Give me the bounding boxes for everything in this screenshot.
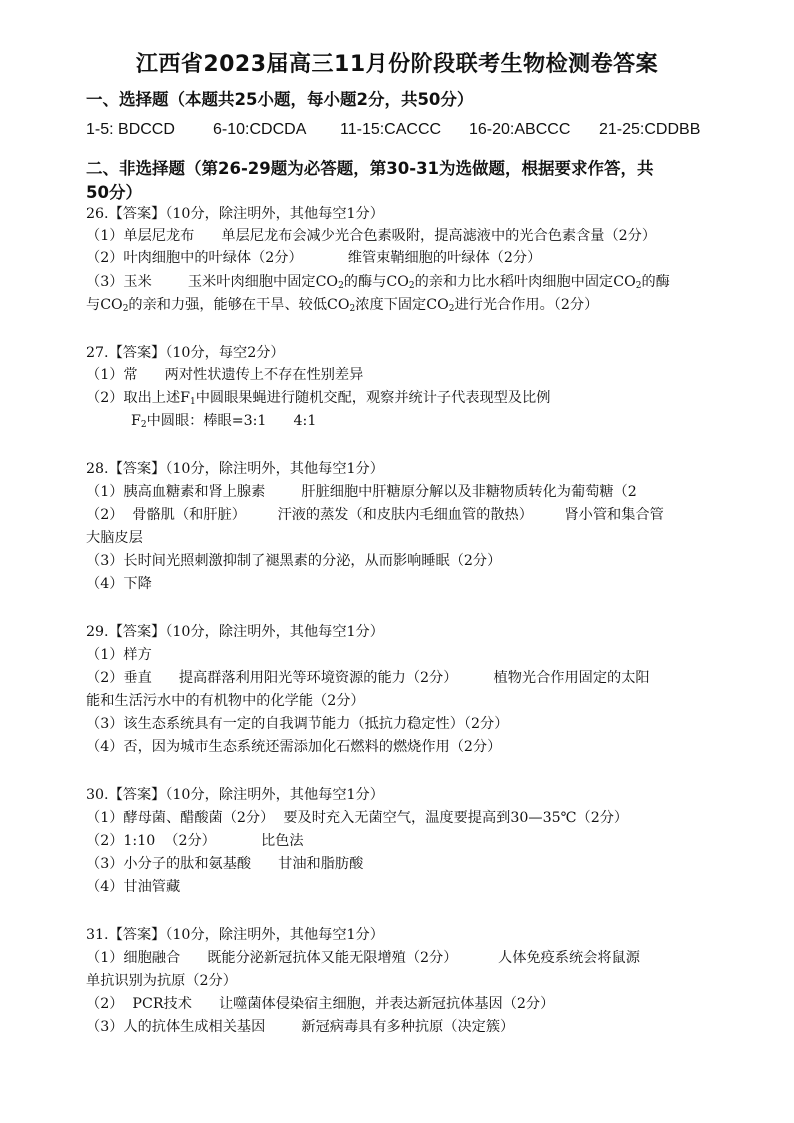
q28-part2-cont: 大脑皮层 (86, 530, 143, 546)
q30-part1 (86, 807, 716, 829)
q28-part1 (86, 481, 716, 503)
section1-heading: 一、选择题（本题共25小题，每小题2分，共50分） (86, 90, 474, 109)
q26-p3-text-g: 浓度下固定CO (355, 297, 449, 313)
q29-part2 (86, 667, 716, 689)
subscript-2: 2 (349, 304, 356, 314)
q29-part1: （1）样方 (86, 647, 152, 663)
subscript-2: 2 (140, 420, 147, 430)
q26-p3-text-h: 进行光合作用。（2分） (454, 297, 599, 313)
q29-part3: （3）该生态系统具有一定的自我调节能力（抵抗力稳定性）（2分） (86, 716, 509, 732)
q31-p1-answer-a: （1）细胞融合 (86, 950, 181, 966)
q30-part3 (86, 853, 716, 875)
q27-part3 (131, 410, 716, 436)
q28-p2-answer-a: （2） 骨骼肌（和肝脏） (86, 507, 246, 523)
q27-p1-answer: （1）常 (86, 367, 138, 383)
q27-part1 (86, 364, 716, 386)
q28-part4: （4）下降 (86, 576, 152, 592)
q28-header: 28.【答案】（10分，除注明外，其他每空1分） (86, 461, 384, 477)
q30-p2-answer-b: 比色法 (260, 833, 304, 849)
q29-p2-answer-a: （2）垂直 (86, 670, 152, 686)
q30-p1-answer: （1）酵母菌、醋酸菌（2分） (86, 810, 275, 826)
q28-p2-answer-c: 肾小管和集合管 (564, 507, 664, 523)
mc-answer-21-25: 21-25:CDDBB (599, 121, 701, 138)
q26-part3-cont (86, 294, 716, 320)
q26-p3-text-d: 的酶 (641, 274, 670, 290)
q29-part2-cont: 能和生活污水中的有机物中的化学能（2分） (86, 693, 365, 709)
q28-p1-answer: （1）胰高血糖素和肾上腺素 (86, 484, 266, 500)
q26-p3-text-a: 玉米叶肉细胞中固定CO (187, 274, 339, 290)
q26-p3-text-b: 的酶与CO (343, 274, 409, 290)
q31-header: 31.【答案】（10分，除注明外，其他每空1分） (86, 927, 384, 943)
q26-header: 26.【答案】（10分，除注明外，其他每空1分） (86, 206, 384, 222)
q30-header: 30.【答案】（10分，除注明外，其他每空1分） (86, 787, 384, 803)
subscript-2: 2 (338, 281, 344, 291)
q31-p1-answer-b: 既能分泌新冠抗体又能无限增殖（2分） (207, 950, 458, 966)
q29-header: 29.【答案】（10分，除注明外，其他每空1分） (86, 624, 384, 640)
q26-p3-text-e: 与CO (86, 297, 123, 313)
q26-part1 (86, 225, 716, 247)
q31-part3 (86, 1016, 716, 1038)
mc-answer-row (86, 121, 716, 143)
q26-p1-answer: （1）单层尼龙布 (86, 228, 195, 244)
subscript-2: 2 (448, 304, 455, 314)
subscript-2: 2 (122, 304, 129, 314)
q31-part1 (86, 947, 716, 969)
subscript-2: 2 (635, 281, 642, 291)
q30-p2-answer-a: （2）1:10 （2分） (86, 833, 216, 849)
q30-p1-reason: 要及时充入无菌空气，温度要提高到30—35℃（2分） (283, 810, 629, 826)
mc-answer-6-10: 6-10:CDCDA (213, 121, 307, 138)
q30-p3-answer-a: （3）小分子的肽和氨基酸 (86, 856, 252, 872)
q28-part2 (86, 504, 716, 526)
section2-heading-line2: 50分） (86, 183, 142, 202)
q26-part2 (86, 247, 716, 269)
q31-part1-cont: 单抗识别为抗原（2分） (86, 973, 237, 989)
q29-p2-answer-c: 植物光合作用固定的太阳 (493, 670, 650, 686)
q27-p2-text-b: 中圆眼果蝇进行随机交配，观察并统计子代表现型及比例 (195, 390, 551, 406)
q30-part4: （4）甘油管藏 (86, 879, 181, 895)
q28-part3: （3）长时间光照刺激抑制了褪黑素的分泌，从而影响睡眠（2分） (86, 553, 502, 569)
q31-p1-answer-c: 人体免疫系统会将鼠源 (498, 950, 640, 966)
mc-answer-1-5: 1-5: BDCCD (86, 121, 175, 138)
q31-p3-answer-b: 新冠病毒具有多种抗原（决定簇） (301, 1019, 515, 1035)
section2-heading (86, 156, 716, 182)
q27-p2-text-a: （2）取出上述F (86, 390, 190, 406)
q26-p3-text-c: 的亲和力比水稻叶肉细胞中固定CO (414, 274, 636, 290)
q26-p1-reason: 单层尼龙布会减少光合色素吸附，提高滤液中的光合色素含量（2分） (221, 228, 657, 244)
q27-p3-ratio-b: 4:1 (293, 413, 317, 429)
q30-p3-answer-b: 甘油和脂肪酸 (278, 856, 364, 872)
q31-part2 (86, 993, 716, 1015)
q26-p2-answer-b: 维管束鞘细胞的叶绿体（2分） (347, 250, 542, 266)
q27-p3-text-a: F (131, 413, 141, 429)
q28-p1-reason: 肝脏细胞中肝糖原分解以及非糖物质转化为葡萄糖（2 (301, 484, 637, 500)
page-title: 江西省2023届高三11月份阶段联考生物检测卷答案 (135, 52, 659, 77)
q29-p2-answer-b: 提高群落利用阳光等环境资源的能力（2分） (178, 670, 458, 686)
q27-p1-reason: 两对性状遗传上不存在性别差异 (164, 367, 364, 383)
section2-heading-line1: 二、非选择题（第26-29题为必答题，第30-31为选做题，根据要求作答，共 (86, 159, 654, 178)
mc-answer-11-15: 11-15:CACCC (340, 121, 442, 138)
q28-p2-answer-b: 汗液的蒸发（和皮肤内毛细血管的散热） (277, 507, 533, 523)
q27-header: 27.【答案】（10分，每空2分） (86, 345, 285, 361)
q31-p2-answer-a: （2） PCR技术 (86, 996, 192, 1012)
q30-part2 (86, 830, 716, 852)
q26-p3-text-f: 的亲和力强，能够在干旱、较低CO (128, 297, 350, 313)
subscript-1: 1 (190, 397, 196, 407)
q26-p2-answer-a: （2）叶肉细胞中的叶绿体（2分） (86, 250, 303, 266)
q31-p2-answer-b: 让噬菌体侵染宿主细胞，并表达新冠抗体基因（2分） (218, 996, 555, 1012)
q27-p3-ratio-a: 中圆眼：棒眼=3:1 (146, 413, 267, 429)
mc-answer-16-20: 16-20:ABCCC (469, 121, 571, 138)
q31-p3-answer-a: （3）人的抗体生成相关基因 (86, 1019, 266, 1035)
subscript-2: 2 (408, 281, 415, 291)
q26-p3-answer: （3）玉米 (86, 274, 152, 290)
q29-part4: （4）否，因为城市生态系统还需添加化石燃料的燃烧作用（2分） (86, 739, 502, 755)
